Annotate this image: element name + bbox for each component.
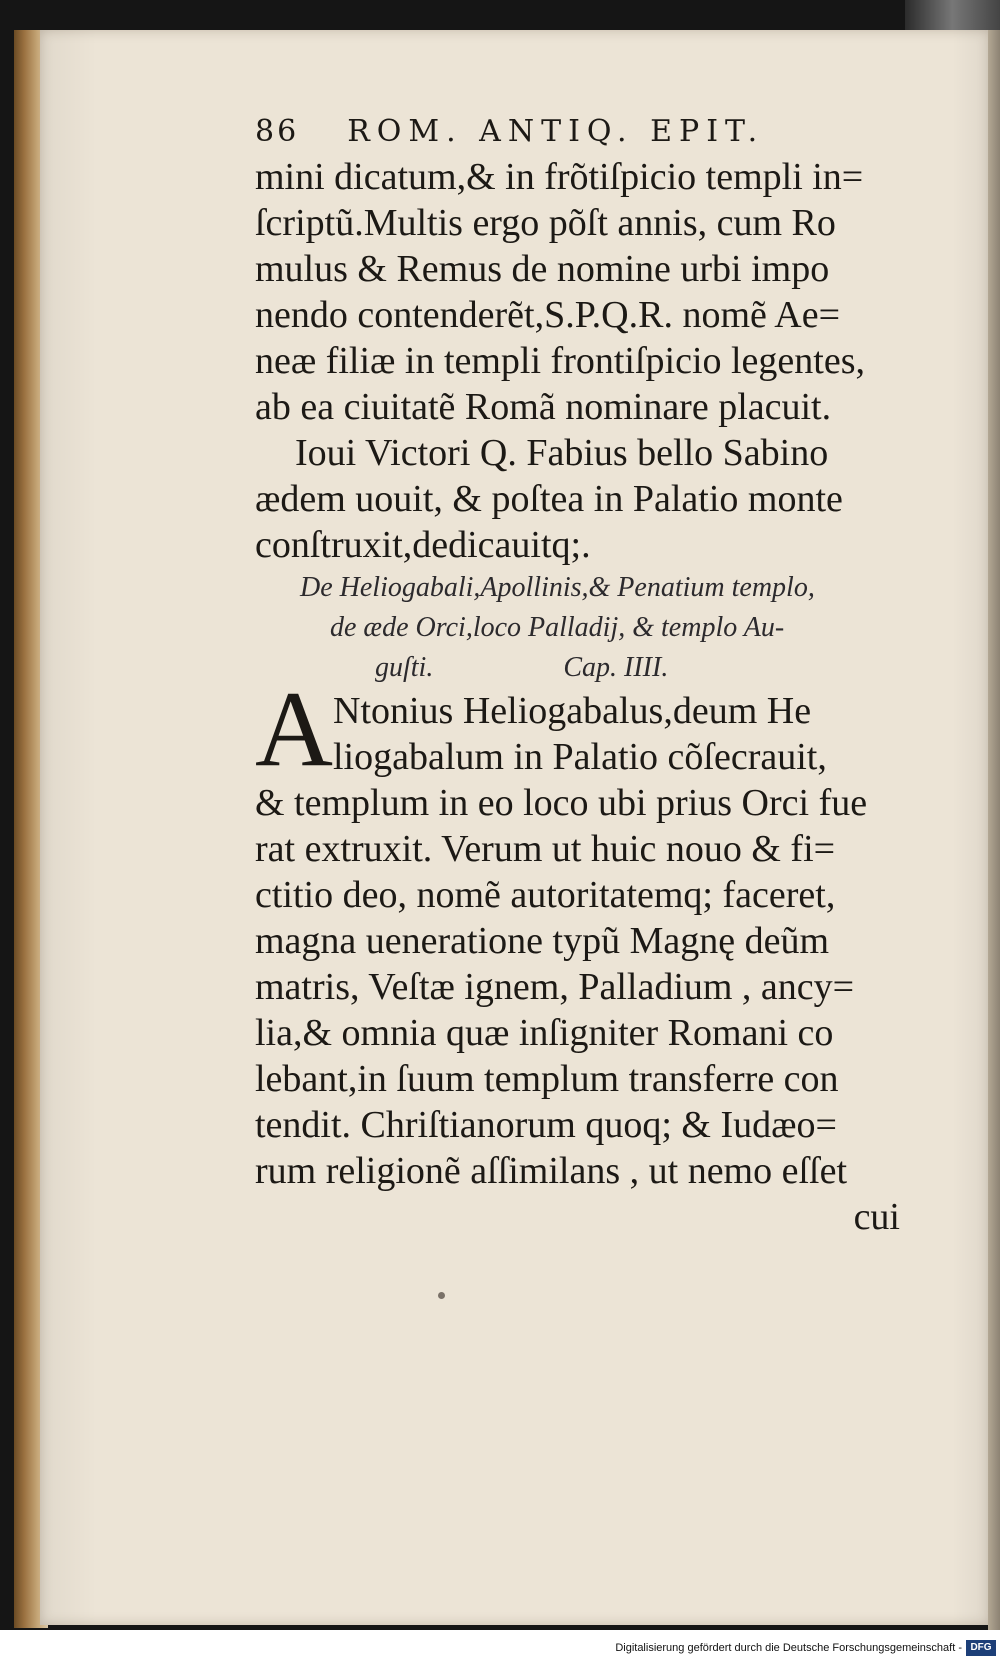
text-line: Ioui Victori Q. Fabius bello Sabino — [295, 432, 829, 474]
footer-bar — [0, 1630, 1000, 1673]
text-line: matris, Veſtæ ignem, Palladium , ancy= — [255, 966, 855, 1008]
text-line: & templum in eo loco ubi prius Orci fue — [255, 782, 868, 824]
page-number: 86 — [255, 114, 300, 149]
text-line: lebant,in ſuum templum transferre con — [255, 1058, 839, 1100]
chapter-heading-end: guſti. — [375, 652, 434, 683]
text-line: mulus & Remus de nomine urbi impo — [255, 248, 830, 290]
chapter-heading-line: De Heliogabali,Apollinis,& Penatium templo, — [300, 572, 815, 603]
text-line: mini dicatum,& in frõtiſpicio templi in= — [255, 156, 864, 198]
text-line: Ntonius Heliogabalus,deum He — [333, 690, 812, 732]
text-line: liogabalum in Palatio cõſecrauit, — [333, 736, 827, 778]
text-line: nendo contenderẽt,S.P.Q.R. nomẽ Ae= — [255, 294, 841, 336]
page-text-block — [255, 110, 955, 1240]
running-head — [255, 110, 955, 154]
page-right-edge — [988, 30, 1000, 1630]
text-line: conſtruxit,dedicauitq;. — [255, 524, 591, 566]
text-line: ctitio deo, nomẽ autoritatemq; faceret, — [255, 874, 836, 916]
running-head-title: ROM. ANTIQ. EPIT. — [347, 114, 765, 149]
drop-cap: A — [255, 670, 333, 789]
text-line: ſcriptũ.Multis ergo põſt annis, cum Ro — [255, 202, 836, 244]
text-line: ædem uouit, & poſtea in Palatio monte — [255, 478, 843, 520]
text-line: ab ea ciuitatẽ Romã nominare placuit. — [255, 386, 832, 428]
catchword: cui — [853, 1196, 900, 1238]
scan-corner-tab — [905, 0, 1000, 30]
chapter-heading-line — [255, 648, 955, 688]
chapter-number: Cap. IIII. — [563, 652, 669, 683]
text-line: rum religionẽ aſſimilans , ut nemo eſſet — [255, 1150, 848, 1192]
drop-cap-paragraph — [255, 670, 955, 789]
text-line: lia,& omnia quæ inſigniter Romani co — [255, 1012, 834, 1054]
ink-dot — [438, 1292, 445, 1299]
text-line: magna ueneratione typũ Magnę deũm — [255, 920, 830, 962]
dfg-logo: DFG — [966, 1640, 996, 1656]
text-line: tendit. Chriſtianorum quoq; & Iudæo= — [255, 1104, 837, 1146]
text-line: rat extruxit. Verum ut huic nouo & fi= — [255, 828, 836, 870]
chapter-heading-line: de æde Orci,loco Palladij, & templo Au- — [330, 612, 785, 643]
funding-credit: Digitalisierung gefördert durch die Deutsche Forschungsgemeinschaft - — [615, 1642, 962, 1654]
text-line: neæ filiæ in templi frontiſpicio legentes, — [255, 340, 866, 382]
